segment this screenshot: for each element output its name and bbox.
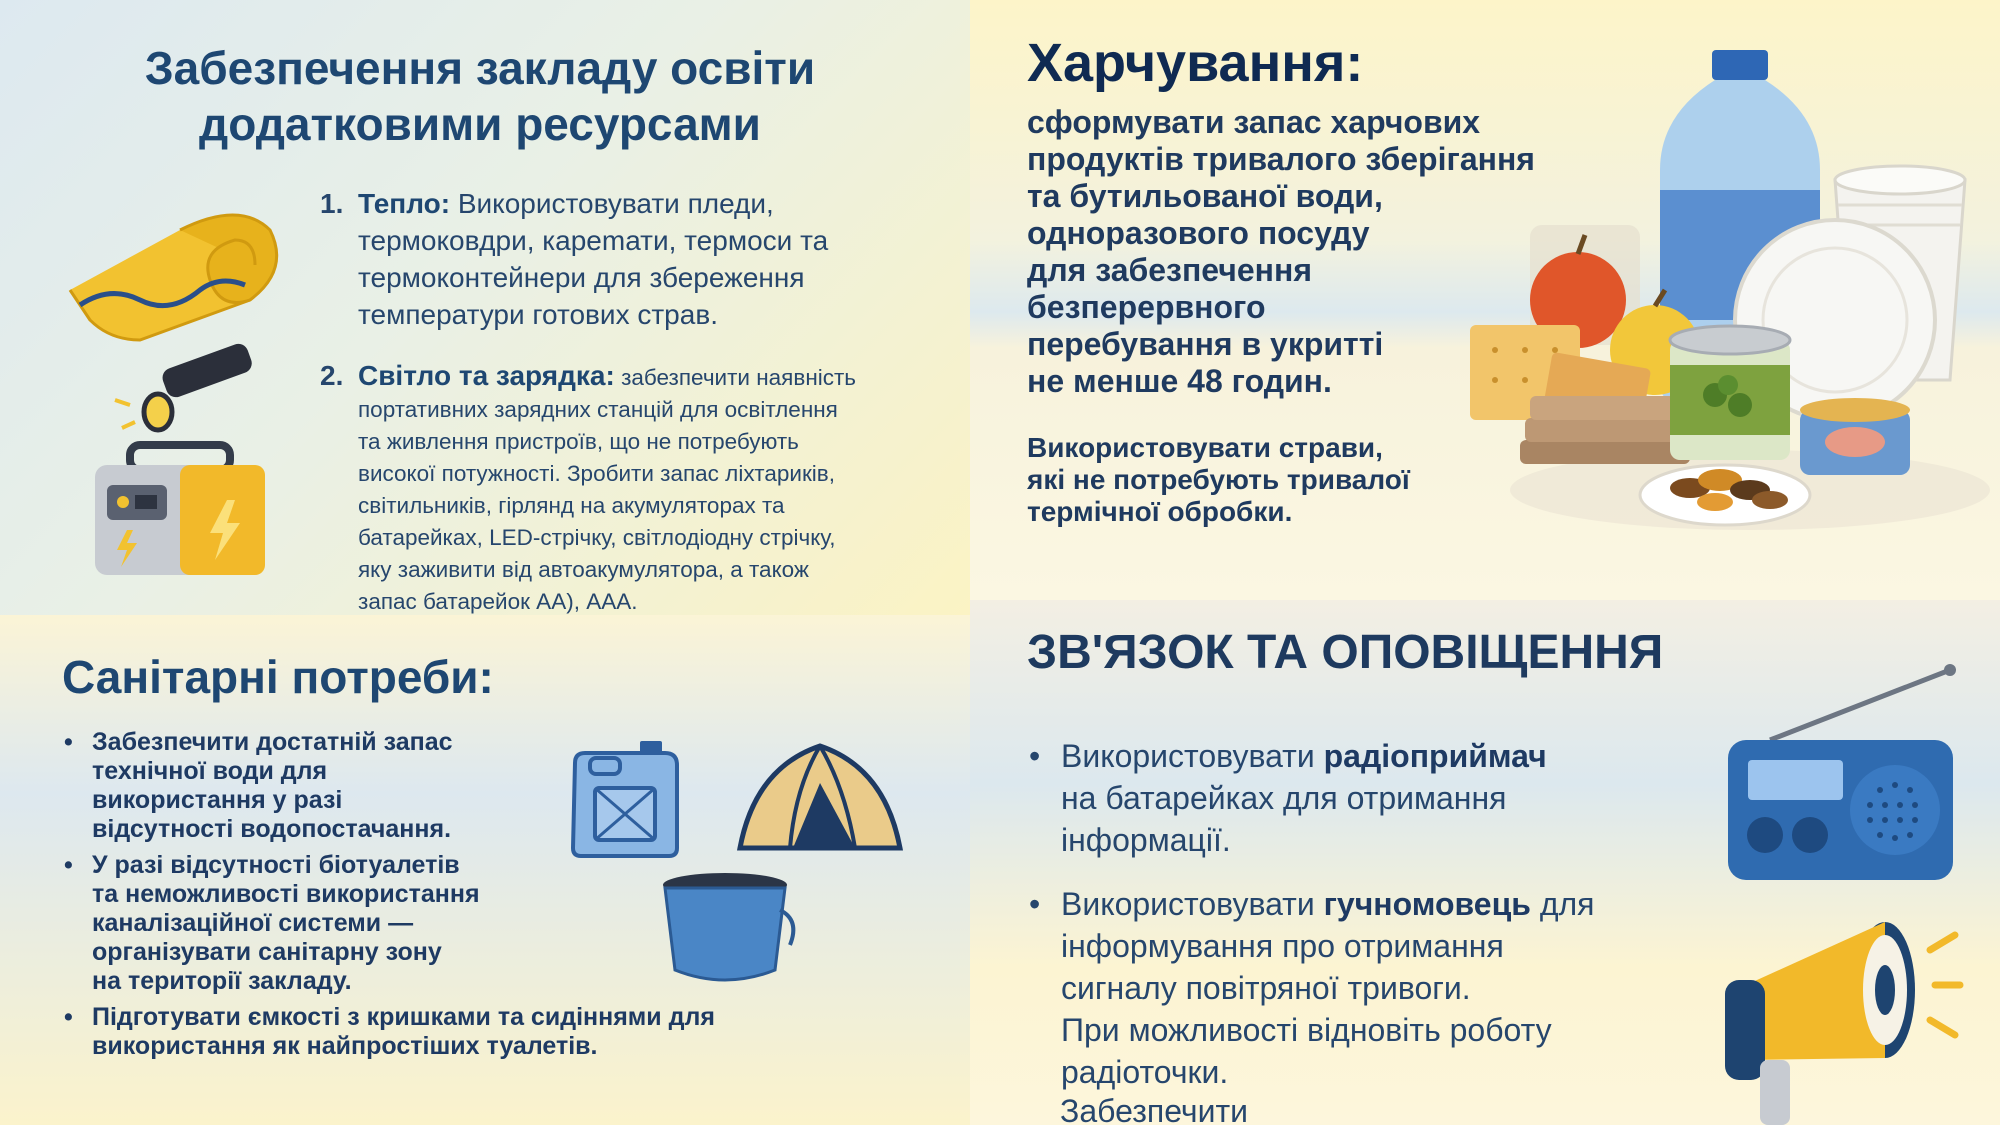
food-title: Харчування: bbox=[1027, 33, 1364, 93]
list-bold: радіоприймач bbox=[1323, 738, 1547, 774]
item-line: та живлення пристроїв, що не потребують bbox=[358, 429, 799, 454]
food-line: безперервного bbox=[1027, 289, 1266, 325]
communication-title: ЗВ'ЯЗОК ТА ОПОВІЩЕННЯ bbox=[1027, 626, 1664, 679]
resources-title-line2: додатковими ресурсами bbox=[199, 98, 761, 150]
dried-fruit-icon bbox=[1640, 465, 1810, 525]
list-line: організувати санітарну зону bbox=[92, 938, 442, 966]
item-line: забезпечити наявність bbox=[621, 365, 857, 390]
list-item bbox=[60, 728, 572, 844]
food-note-line: які не потребують тривалої bbox=[1027, 464, 1410, 495]
food-note-line: термічної обробки. bbox=[1027, 496, 1293, 527]
food-line: не менше 48 годин. bbox=[1027, 363, 1332, 399]
list-text: для bbox=[1530, 886, 1595, 922]
item-lead: Світло та зарядка: bbox=[358, 360, 615, 391]
bucket-icon bbox=[660, 870, 800, 985]
list-line: на території закладу. bbox=[92, 967, 352, 995]
communication-list bbox=[1027, 735, 1647, 1115]
list-item bbox=[1027, 735, 1647, 861]
resources-title bbox=[60, 40, 900, 152]
resources-title-line1: Забезпечення закладу освіти bbox=[144, 42, 816, 94]
power-station-icon bbox=[95, 445, 275, 575]
water-canister-icon bbox=[565, 738, 685, 858]
sanitary-title: Санітарні потреби: bbox=[62, 651, 494, 703]
food-line: сформувати запас харчових bbox=[1027, 104, 1481, 140]
item-line: світильників, гірлянд на акумуляторах та bbox=[358, 493, 785, 518]
item-number: 2. bbox=[320, 360, 344, 391]
list-line: інформації. bbox=[1061, 822, 1231, 858]
list-line: інформування про отримання bbox=[1061, 928, 1504, 964]
item-line: термоковдри, карemати, термоси та bbox=[358, 225, 829, 256]
food-illustration bbox=[1460, 40, 2000, 540]
food-line: для забезпечення bbox=[1027, 252, 1312, 288]
resource-item-heat bbox=[320, 185, 940, 333]
list-line: технічної води для bbox=[92, 757, 328, 785]
item-lead: Тепло: bbox=[358, 188, 451, 219]
list-line: використання у разі bbox=[92, 786, 343, 814]
item-line: запас батарейок АА), ААА. bbox=[358, 589, 638, 614]
item-line: температури готових страв. bbox=[358, 299, 718, 330]
list-line: на батарейках для отримання bbox=[1061, 780, 1507, 816]
item-line: яку заживити від автоакумулятора, а також bbox=[358, 557, 809, 582]
item-line: портативних зарядних станцій для освітлення bbox=[358, 397, 838, 422]
item-line: Використовувати пледи, bbox=[457, 188, 774, 219]
item-line: термоконтейнери для збереження bbox=[358, 262, 805, 293]
item-line: батарейках, LED-стрічку, світлодіодну стрічку, bbox=[358, 525, 836, 550]
list-item bbox=[1027, 883, 1647, 1093]
list-line: • У разі відсутності біотуалетів bbox=[92, 851, 460, 879]
list-line: та неможливості використання bbox=[92, 880, 480, 908]
item-line: високої потужності. Зробити запас ліхтариків, bbox=[358, 461, 836, 486]
food-line: продуктів тривалого зберігання bbox=[1027, 141, 1535, 177]
list-line: сигналу повітряної тривоги. bbox=[1061, 970, 1471, 1006]
list-line: При можливості відновіть роботу bbox=[1061, 1012, 1552, 1048]
item-number: 1. bbox=[320, 188, 344, 219]
food-note bbox=[1027, 432, 1487, 528]
list-line: використання як найпростіших туалетів. bbox=[92, 1032, 598, 1060]
list-line: каналізаційної системи — bbox=[92, 909, 414, 937]
list-line: відсутності водопостачання. bbox=[92, 815, 452, 843]
megaphone-icon bbox=[1705, 910, 1965, 1125]
list-item bbox=[60, 1003, 882, 1061]
food-line: та бутильованої води, bbox=[1027, 178, 1383, 214]
food-line: одноразового посуду bbox=[1027, 215, 1370, 251]
resource-item-light bbox=[320, 360, 940, 618]
cut-off-text bbox=[1060, 1093, 1248, 1129]
list-text: Використовувати bbox=[1061, 738, 1324, 774]
blanket-icon bbox=[60, 190, 290, 340]
food-line: перебування в укритті bbox=[1027, 326, 1384, 362]
list-item bbox=[60, 851, 612, 996]
radio-icon bbox=[1720, 660, 1960, 885]
list-bold: гучномовець bbox=[1323, 886, 1531, 922]
list-line: радіоточки. bbox=[1061, 1054, 1229, 1090]
cut-off-line: Забезпечити bbox=[1060, 1093, 1248, 1129]
tent-icon bbox=[735, 738, 905, 853]
list-text: Використовувати bbox=[1061, 886, 1324, 922]
list-line: • Підготувати ємкості з кришками та сидіннями для bbox=[92, 1003, 715, 1031]
list-line: • Забезпечити достатній запас bbox=[92, 728, 453, 756]
flashlight-icon bbox=[110, 360, 270, 440]
food-note-line: Використовувати страви, bbox=[1027, 432, 1383, 463]
